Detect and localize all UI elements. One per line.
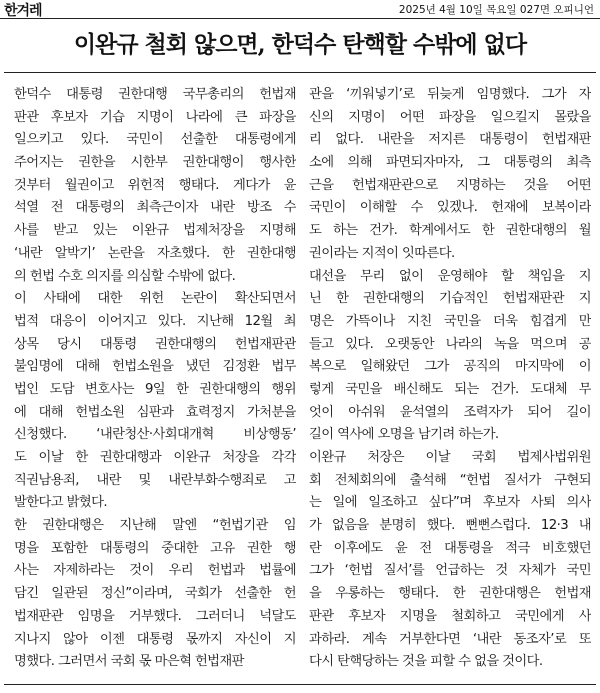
text-line: 엇이 아쉬워 윤석열의 조력자가 되어 길이: [309, 404, 591, 420]
editorial-headline: 이완규 철회 않으면, 한덕수 탄핵할 수밖에 없다: [73, 31, 527, 58]
text-line: 지나지 않아 이젠 대통령 몫까지 자신이 지: [14, 631, 296, 647]
text-line: 과하라. 계속 거부한다면 ‘내란 동조자’로 또: [309, 631, 591, 647]
text-line: 이 사태에 대한 위헌 논란이 확산되면서: [14, 291, 296, 307]
text-line: 관을 ‘끼워넣기’로 뒤늦게 임명했다. 그가 자: [309, 87, 591, 102]
text-line: 는 일에 일조하고 싶다”며 후보자 사퇴 의사: [309, 495, 591, 511]
text-line: 가 없음을 분명히 했다. 뻔뻔스럽다. 12·3 내: [309, 518, 591, 534]
text-line: 명을 포함한 대통령의 중대한 고유 권한 행: [14, 540, 296, 556]
text-line: 소에 의해 파면되자마자, 그 대통령의 최측: [309, 155, 591, 171]
text-line: 대선을 무리 없이 운영해야 할 책임을 지: [309, 268, 591, 284]
text-line: 을 우롱하는 행태다. 한 권한대행은 헌법재: [309, 586, 591, 602]
text-line: 한덕수 대통령 권한대행 국무총리의 헌법재: [14, 87, 296, 102]
text-line: 석열 전 대통령의 최측근이자 내란 방조 수: [14, 200, 296, 216]
text-line: 복으로 일해왔던 그가 공직의 마지막에 이: [309, 359, 591, 375]
text-line: 주어지는 권한을 시한부 권한대행이 행사한: [14, 155, 296, 171]
text-line: 들고 있다. 오랫동안 나라의 녹을 먹으며 공: [309, 336, 591, 352]
text-line: 신의 지명이 어떤 파장을 일으킬지 몰랐을: [309, 109, 591, 125]
dateline: 2025년 4월 10일 목요일 027면 오피니언: [398, 4, 594, 16]
text-line: 국민이 이해할 수 있겠나. 헌재에 보복이라: [309, 200, 591, 216]
masthead: [0, 0, 600, 19]
text-line: 근을 헌법재판관으로 지명하는 것을 어떤: [309, 177, 591, 193]
right-column: [309, 84, 591, 674]
text-line: 사를 받고 있는 이완규 법제처장을 지명해: [14, 223, 296, 239]
text-line: 판관 후보자 지명을 철회하고 국민에게 사: [309, 608, 591, 624]
text-line: 이완규 처장은 이날 국회 법제사법위원: [309, 450, 591, 465]
text-line: 도 하는 건가. 학계에서도 한 권한대행의 월: [309, 223, 591, 239]
text-line: 다시 탄핵당하는 것을 피할 수 없을 것이다.: [309, 654, 543, 670]
left-column: [14, 84, 296, 674]
text-line: 상목 당시 대통령 권한대행의 헌법재판관: [14, 336, 296, 352]
text-line: 란 이후에도 윤 전 대통령을 적극 비호했던: [309, 540, 591, 556]
text-line: 직권남용죄, 내란 및 내란부화수행죄로 고: [14, 472, 296, 488]
newspaper-logo: 한겨레: [4, 3, 42, 19]
text-line: 에 대해 헌법소원 심판과 효력정지 가처분을: [14, 404, 296, 420]
text-line: 법적 대응이 이어지고 있다. 지난해 12월 최: [14, 313, 296, 329]
text-line: 명했다. 그러면서 국회 몫 마은혁 헌법재판: [14, 654, 244, 670]
text-line: 것부터 월권이고 위헌적 행태다. 게다가 윤: [14, 177, 296, 193]
text-line: 회 전체회의에 출석해 “헌법 질서가 구현되: [309, 472, 591, 488]
footer-divider: [4, 684, 596, 685]
text-line: 한 권한대행은 지난해 말엔 “헌법기관 임: [14, 518, 296, 534]
text-line: 닌 한 권한대행의 기습적인 헌법재판관 지: [309, 291, 591, 307]
text-line: 리 없다. 내란을 저지른 대통령이 헌법재판: [309, 132, 591, 148]
text-line: 명은 가뜩이나 지친 국민을 더욱 힘겹게 만: [309, 313, 591, 329]
text-line: 권이라는 지적이 잇따른다.: [309, 245, 455, 261]
text-line: 도 이날 한 권한대행과 이완규 처장을 각각: [14, 450, 296, 465]
text-line: 길이 역사에 오명을 남기려 하는가.: [309, 427, 499, 443]
text-line: 불임명에 대해 헌법소원을 냈던 김정환 법무: [14, 359, 296, 375]
text-line: 일으키고 있다. 국민이 선출한 대통령에게: [14, 132, 296, 148]
text-line: 법인 도담 변호사는 9일 한 권한대행의 행위: [14, 381, 296, 397]
text-line: 담긴 일관된 정신”이라며, 국회가 선출한 헌: [14, 586, 296, 602]
text-line: ‘내란 알박기’ 논란을 자초했다. 한 권한대행: [14, 245, 296, 261]
text-line: 의 헌법 수호 의지를 의심할 수밖에 없다.: [14, 268, 236, 284]
text-line: 법재판관 임명을 거부했다. 그러더니 넉달도: [14, 608, 296, 624]
text-line: 발한다고 밝혔다.: [14, 495, 107, 511]
text-line: 렇게 국민을 배신해도 되는 건가. 도대체 무: [309, 381, 591, 397]
headline-divider: [4, 72, 596, 73]
text-line: 판관 후보자 기습 지명이 나라에 큰 파장을: [14, 109, 296, 125]
text-line: 신청했다. ‘내란청산·사회대개혁 비상행동’: [14, 427, 296, 443]
text-line: 사는 자제하라는 것이 우리 헌법과 법률에: [14, 563, 296, 579]
text-line: 그가 ‘헌법 질서’를 언급하는 것 자체가 국민: [309, 563, 591, 579]
